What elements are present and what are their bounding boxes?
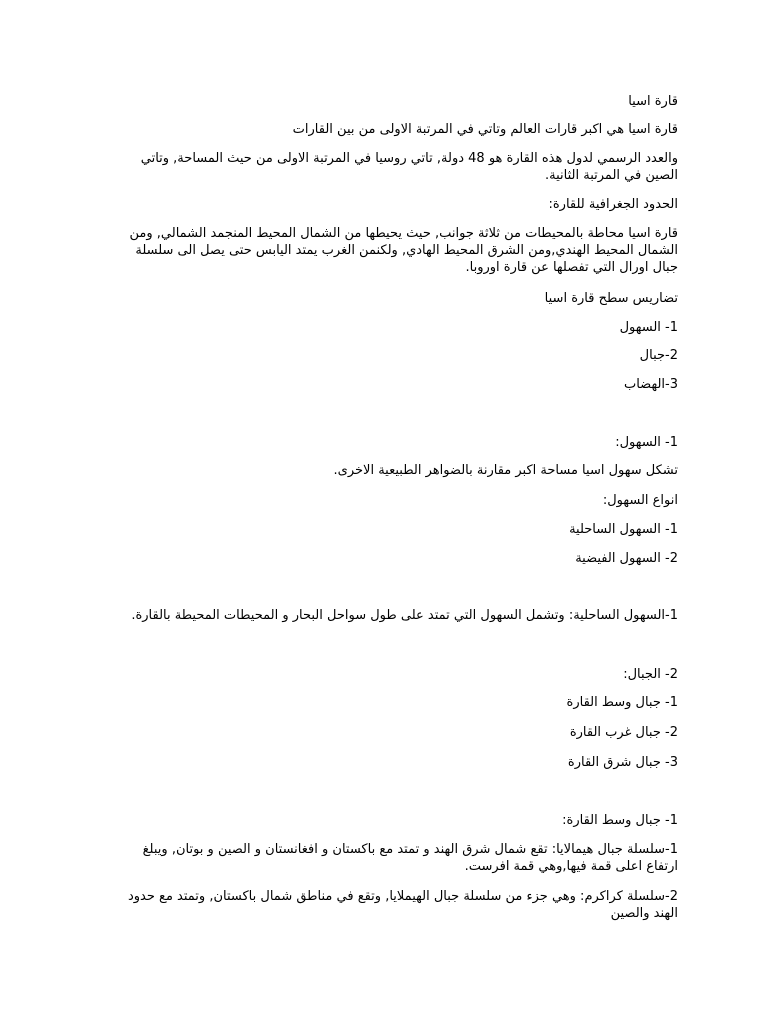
- text-line: جبال اورال التي تفصلها عن قارة اوروبا.: [465, 260, 678, 275]
- terrain-item: 2-جبال: [639, 348, 678, 363]
- text-line: ارتفاع اعلى قمة فيها,وهي قمة افرست.: [464, 859, 678, 874]
- terrain-item: 3-الهضاب: [623, 377, 678, 392]
- terrain-item: 1- السهول: [619, 320, 678, 335]
- plains-paragraph: تشكل سهول اسيا مساحة اكبر مقارنة بالضواهر الطبيعية الاخرى.: [333, 463, 678, 478]
- document-title: قارة اسيا: [628, 94, 678, 109]
- mountains-item: 3- جبال شرق القارة: [567, 755, 678, 770]
- text-line: 1-سلسلة جبال هيمالايا: تقع شمال شرق الهند و تمتد مع باكستان و افغانستان و الصين و بوتان, ويبلغ: [142, 842, 678, 857]
- mountains-item: 1- جبال وسط القارة: [566, 695, 678, 710]
- coastal-plains-paragraph: 1-السهول الساحلية: وتشمل السهول التي تمتد على طول سواحل البحار و المحيطات المحيطة بالقارة.: [131, 608, 678, 623]
- terrain-heading: تضاريس سطح قارة اسيا: [544, 291, 678, 306]
- text-line: الشمال المحيط الهندي,ومن الشرق المحيط الهادي, ولكنمن الغرب يمتد اليابس حتى يصل الى سلسلة: [135, 243, 678, 258]
- plains-type-item: 2- السهول الفيضية: [575, 551, 678, 566]
- plains-heading: 1- السهول:: [615, 435, 678, 450]
- borders-heading: الحدود الجغرافية للقارة:: [548, 197, 678, 212]
- text-line: 2-سلسلة كراكرم: وهي جزء من سلسلة جبال الهيملايا, وتقع في مناطق شمال باكستان, وتمتد مع حدود: [127, 889, 678, 904]
- text-line: الهند والصين: [610, 906, 678, 921]
- central-mountains-heading: 1- جبال وسط القارة:: [562, 813, 678, 828]
- text-line: الصين في المرتبة الثانية.: [545, 168, 678, 183]
- karakoram-paragraph: [98, 888, 678, 922]
- intro-paragraph: قارة اسيا هي اكبر قارات العالم وتاتي في المرتبة الاولى من بين القارات: [292, 122, 678, 137]
- text-line: قارة اسيا محاطة بالمحيطات من ثلاثة جوانب, حيث يحيطها من الشمال المحيط المنجمد الشمالي, ومن: [129, 226, 678, 241]
- borders-paragraph: [98, 225, 678, 276]
- himalaya-paragraph: [98, 841, 678, 875]
- mountains-heading: 2- الجبال:: [623, 667, 678, 682]
- plains-types-heading: انواع السهول:: [602, 493, 678, 508]
- country-count-paragraph: [98, 150, 678, 184]
- text-line: والعدد الرسمي لدول هذه القارة هو 48 دولة, تاتي روسيا في المرتبة الاولى من حيث المساحة, وتاتي: [140, 151, 678, 166]
- mountains-item: 2- جبال غرب القارة: [569, 725, 678, 740]
- plains-type-item: 1- السهول الساحلية: [569, 522, 678, 537]
